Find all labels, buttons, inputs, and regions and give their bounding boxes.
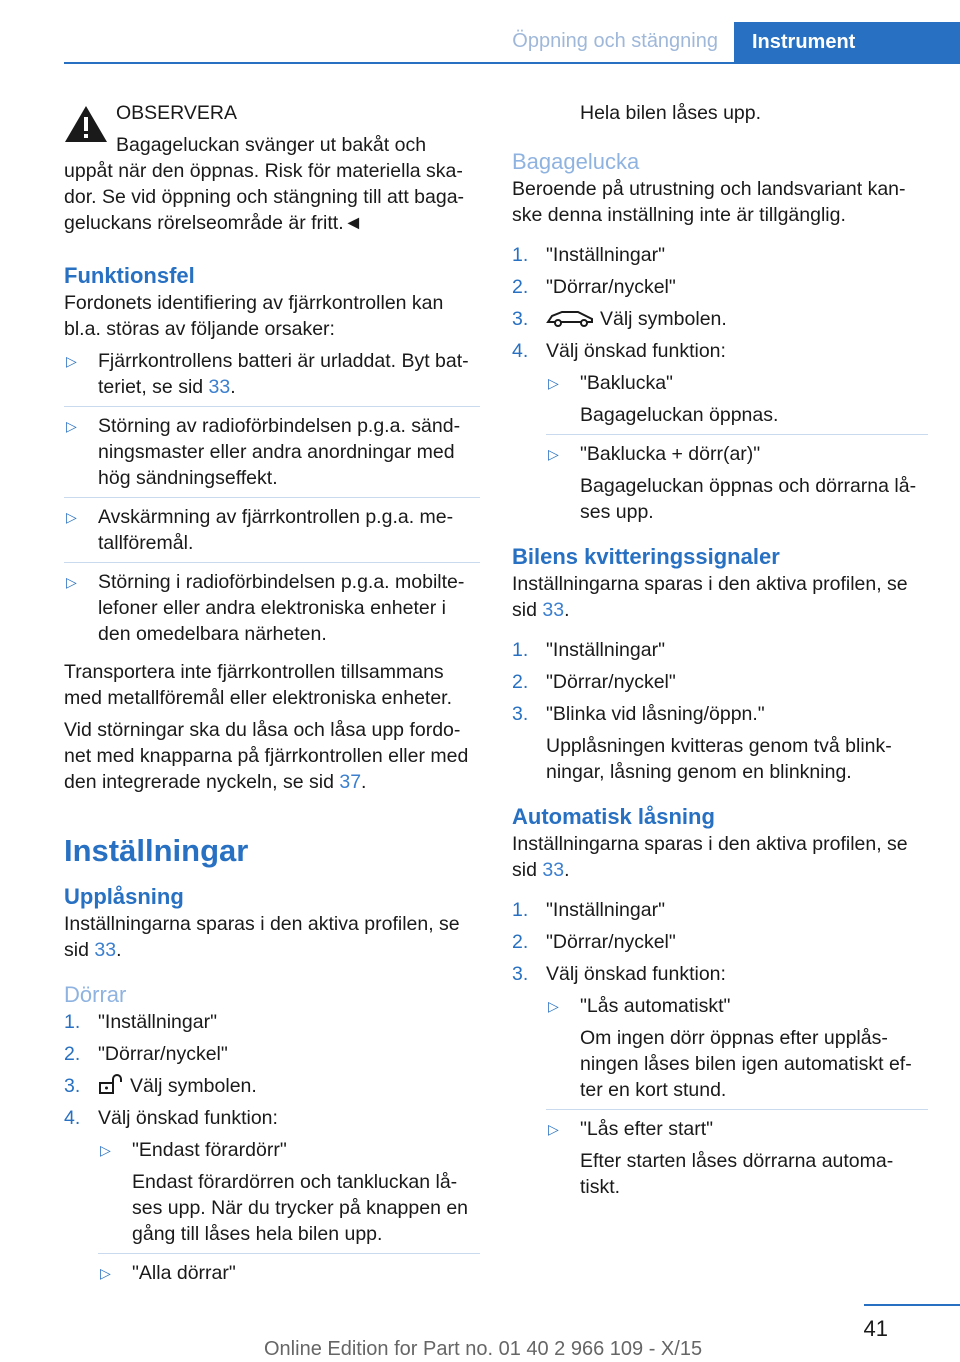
step-item (64, 1105, 480, 1292)
step-desc: Upplåsningen kvitteras genom två blink-ningar, låsning genom en blinkning. (546, 735, 892, 783)
step-text: "Inställningar" (546, 639, 665, 661)
right-column (512, 100, 928, 1212)
page-header (0, 0, 960, 64)
step-item (512, 306, 928, 332)
step-text: Välj önskad funktion: (546, 963, 726, 985)
paragraph-text: Inställningarna sparas i den aktiva profilen, se sid (512, 833, 908, 881)
step-item (512, 929, 928, 955)
step-text: "Dörrar/nyckel" (546, 931, 676, 953)
auto-text (512, 831, 928, 883)
auto-steps (512, 897, 928, 1206)
option-label: "Lås automatiskt" (580, 995, 731, 1017)
option-label: "Alla dörrar" (132, 1262, 236, 1284)
step-item (64, 1041, 480, 1067)
paragraph-punct: . (116, 939, 122, 961)
triangle-bullet-icon: ▷ (66, 418, 77, 434)
step-number: 1. (512, 899, 529, 921)
list-item-text: Störning av radioförbindelsen p.g.a. sänd-ningsmaster eller andra anordningar med hög sändningseffekt. (98, 415, 461, 489)
paragraph-transport: Transportera inte fjärrkontrollen tillsammans med metallföremål eller elektroniska enheter. (64, 661, 453, 709)
triangle-bullet-icon: ▷ (100, 1142, 111, 1158)
footer-edition: Online Edition for Part no. 01 40 2 966 109 - X/15 (264, 1338, 703, 1360)
step-text: "Blinka vid låsning/öppn." (546, 703, 765, 725)
bagage-options (546, 370, 928, 531)
step-text: "Inställningar" (546, 244, 665, 266)
step-text: Välj önskad funktion: (546, 340, 726, 362)
list-item-text: Störning i radioförbindelsen p.g.a. mobilte-lefoner eller andra elektroniska enheter i den omedelbara närheten. (98, 571, 465, 645)
upplasning-text (64, 911, 480, 963)
step-text: Välj symbolen. (600, 308, 727, 330)
paragraph-text: Inställningarna sparas i den aktiva profilen, se sid (512, 573, 908, 621)
page-number: 41 (863, 1316, 888, 1341)
page-link[interactable]: 37 (339, 771, 362, 793)
warning-text: Bagageluckan svänger ut bakåt och uppåt när den öppnas. Risk för materiella ska-dor. Se vid öppning och stängning till att baga-geluckans rörelseområde är fritt.◄ (64, 134, 465, 234)
page-link[interactable]: 33 (208, 376, 231, 398)
continued-text: Hela bilen låses upp. (580, 102, 762, 124)
footer-rule (864, 1304, 960, 1306)
step-item (64, 1009, 480, 1035)
left-column (64, 100, 480, 1298)
list-item-text: Avskärmning av fjärrkontrollen p.g.a. me-tallföremål. (98, 506, 454, 554)
heading-funktionsfel: Funktionsfel (64, 263, 195, 288)
step-item (512, 274, 928, 300)
step-number: 1. (512, 639, 529, 661)
triangle-bullet-icon: ▷ (548, 998, 559, 1014)
heading-upplasning: Upplåsning (64, 884, 184, 909)
page-link[interactable]: 33 (94, 939, 117, 961)
paragraph-punct: . (564, 599, 570, 621)
step-number: 2. (512, 671, 529, 693)
step-number: 2. (512, 931, 529, 953)
step-item (512, 338, 928, 531)
paragraph-storningar (64, 717, 480, 795)
option-label: "Baklucka" (580, 372, 673, 394)
car-trunk-icon (546, 308, 594, 328)
funktionsfel-list (64, 348, 480, 653)
step-item (512, 897, 928, 923)
heading-kvittering: Bilens kvitteringssignaler (512, 544, 780, 569)
step-number: 4. (64, 1107, 81, 1129)
paragraph-text: Vid störningar ska du låsa och låsa upp fordo-net med knapparna på fjärrkontrollen eller med den integrerade nyckeln, se sid (64, 719, 469, 793)
list-item (64, 348, 480, 407)
step-number: 2. (512, 276, 529, 298)
step-item (512, 637, 928, 663)
triangle-bullet-icon: ▷ (66, 574, 77, 590)
option-item (98, 1137, 480, 1254)
option-label: "Baklucka + dörr(ar)" (580, 443, 761, 465)
unlock-icon (98, 1073, 124, 1095)
step-text: "Dörrar/nyckel" (546, 276, 676, 298)
step-number: 1. (512, 244, 529, 266)
option-desc: Om ingen dörr öppnas efter upplås-ningen låses bilen igen automatiskt ef-ter en kort stund. (580, 1027, 912, 1101)
paragraph-punct: . (564, 859, 570, 881)
auto-options (546, 993, 928, 1206)
kvitt-steps (512, 637, 928, 785)
kvitt-text (512, 571, 928, 623)
list-item-text: Fjärrkontrollens batteri är urladdat. Byt bat-teriet, se sid (98, 350, 469, 398)
step-number: 3. (512, 308, 529, 330)
list-item (64, 413, 480, 498)
triangle-bullet-icon: ▷ (66, 353, 77, 369)
chapter-tab[interactable]: Instrument (734, 22, 960, 62)
option-desc: Efter starten låses dörrarna automa-tiskt. (580, 1150, 894, 1198)
step-item (512, 242, 928, 268)
step-text: "Inställningar" (546, 899, 665, 921)
step-number: 2. (64, 1043, 81, 1065)
triangle-bullet-icon: ▷ (548, 375, 559, 391)
option-item (546, 441, 928, 531)
step-number: 3. (512, 963, 529, 985)
list-item (64, 504, 480, 563)
section-title: Öppning och stängning (512, 30, 718, 52)
triangle-bullet-icon: ▷ (548, 1121, 559, 1137)
warning-icon (64, 104, 108, 144)
option-item (98, 1260, 480, 1292)
heading-installningar: Inställningar (64, 833, 249, 868)
option-item (546, 993, 928, 1110)
step-text: "Dörrar/nyckel" (98, 1043, 228, 1065)
step-item (512, 961, 928, 1206)
heading-automatisk-lasning: Automatisk låsning (512, 804, 715, 829)
dorrar-options (98, 1137, 480, 1292)
funktionsfel-intro: Fordonets identifiering av fjärrkontrollen kan bl.a. störas av följande orsaker: (64, 292, 444, 340)
step-item (512, 669, 928, 695)
triangle-bullet-icon: ▷ (548, 446, 559, 462)
list-item-punct: . (230, 376, 236, 398)
warning-title: OBSERVERA (116, 102, 238, 124)
option-label: "Endast förardörr" (132, 1139, 287, 1161)
option-desc: Endast förardörren och tankluckan lå-ses upp. När du trycker på knappen en gång till låses hela bilen upp. (132, 1171, 469, 1245)
step-text: "Inställningar" (98, 1011, 217, 1033)
step-number: 3. (64, 1075, 81, 1097)
option-item (546, 1116, 928, 1206)
option-desc: Bagageluckan öppnas och dörrarna lå-ses upp. (580, 475, 917, 523)
page-link[interactable]: 33 (542, 859, 565, 881)
step-number: 3. (512, 703, 529, 725)
step-item (64, 1073, 480, 1099)
heading-bagagelucka: Bagagelucka (512, 149, 640, 174)
step-text: "Dörrar/nyckel" (546, 671, 676, 693)
step-number: 4. (512, 340, 529, 362)
heading-dorrar: Dörrar (64, 982, 127, 1007)
list-item (64, 569, 480, 653)
bagage-intro: Beroende på utrustning och landsvariant kan-ske denna inställning inte är tillgänglig. (512, 178, 906, 226)
option-label: "Lås efter start" (580, 1118, 714, 1140)
warning-box (64, 100, 480, 126)
triangle-bullet-icon: ▷ (100, 1265, 111, 1281)
option-desc: Bagageluckan öppnas. (580, 404, 779, 426)
step-item (512, 701, 928, 785)
triangle-bullet-icon: ▷ (66, 509, 77, 525)
bagage-steps (512, 242, 928, 531)
paragraph-text: Inställningarna sparas i den aktiva profilen, se sid (64, 913, 460, 961)
step-text: Välj symbolen. (130, 1075, 257, 1097)
step-text: Välj önskad funktion: (98, 1107, 278, 1129)
header-rule (64, 62, 960, 64)
option-item (546, 370, 928, 435)
step-number: 1. (64, 1011, 81, 1033)
paragraph-punct: . (361, 771, 367, 793)
page-link[interactable]: 33 (542, 599, 565, 621)
dorrar-steps (64, 1009, 480, 1292)
